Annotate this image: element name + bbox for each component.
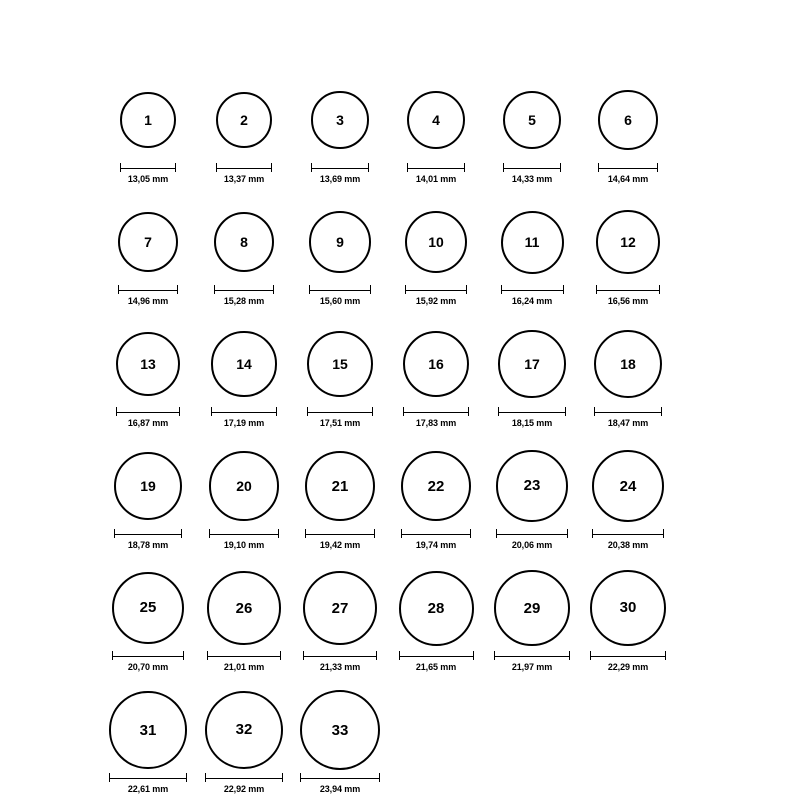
ring-size-grid: [100, 80, 700, 812]
diameter-label: 15,92 mm: [415, 296, 457, 306]
ring-circle: [592, 450, 664, 522]
ring-size-cell: [196, 324, 292, 428]
ring-circle: [598, 90, 658, 150]
diameter-rule-bar: [494, 651, 570, 660]
diameter-rule-bar: [305, 529, 375, 538]
ring-circle-wrap: [120, 80, 176, 160]
diameter-rule-bar: [207, 651, 281, 660]
diameter-label: 20,70 mm: [127, 662, 169, 672]
ring-size-cell: [100, 80, 196, 184]
diameter-rule-bar: [205, 773, 283, 782]
diameter-rule: [109, 773, 186, 782]
diameter-label: 21,33 mm: [319, 662, 361, 672]
ring-circle-wrap: [403, 324, 470, 404]
size-row: [100, 446, 700, 550]
ring-size-number: 27: [331, 599, 349, 617]
diameter-rule-bar: [592, 529, 664, 538]
ring-size-cell: [100, 446, 196, 550]
diameter-rule-bar: [403, 407, 470, 416]
diameter-rule-bar: [596, 285, 660, 294]
diameter-rule-bar: [501, 285, 564, 294]
diameter-rule-bar: [496, 529, 567, 538]
ring-circle-wrap: [592, 446, 664, 526]
ring-size-cell: [484, 324, 580, 428]
ring-size-number: 6: [624, 112, 632, 128]
ring-circle: [303, 571, 377, 645]
ring-circle: [109, 691, 186, 768]
diameter-label: 13,37 mm: [223, 174, 265, 184]
ring-circle: [311, 91, 368, 148]
diameter-label: 15,60 mm: [319, 296, 361, 306]
diameter-rule-bar: [216, 163, 273, 172]
ring-size-number: 12: [620, 234, 636, 250]
ring-size-number: 33: [331, 721, 349, 739]
diameter-label: 13,69 mm: [319, 174, 361, 184]
diameter-rule: [592, 529, 664, 538]
diameter-rule: [399, 651, 474, 660]
ring-size-cell: [388, 446, 484, 550]
diameter-rule: [211, 407, 276, 416]
diameter-label: 17,83 mm: [415, 418, 457, 428]
ring-circle: [214, 212, 275, 273]
ring-size-number: 16: [428, 356, 444, 372]
diameter-label: 17,51 mm: [319, 418, 361, 428]
ring-circle: [403, 331, 470, 398]
diameter-label: 14,64 mm: [607, 174, 649, 184]
diameter-label: 13,05 mm: [127, 174, 169, 184]
ring-size-number: 3: [336, 111, 344, 128]
ring-circle-wrap: [307, 324, 373, 404]
diameter-rule: [598, 163, 658, 172]
diameter-rule-bar: [211, 407, 276, 416]
size-row: [100, 690, 700, 794]
diameter-label: 15,28 mm: [223, 296, 265, 306]
ring-circle-wrap: [214, 202, 275, 282]
ring-size-cell: [292, 690, 388, 794]
diameter-rule-bar: [118, 285, 178, 294]
size-row: [100, 324, 700, 428]
diameter-rule: [594, 407, 662, 416]
ring-circle-wrap: [309, 202, 371, 282]
ring-circle: [494, 570, 570, 646]
ring-circle: [211, 331, 276, 396]
diameter-rule: [494, 651, 570, 660]
ring-size-cell: [484, 446, 580, 550]
diameter-label: 14,33 mm: [511, 174, 553, 184]
ring-size-number: 11: [524, 234, 540, 250]
ring-circle-wrap: [300, 690, 380, 770]
ring-size-cell: [484, 568, 580, 672]
ring-size-number: 28: [427, 599, 445, 617]
ring-size-cell: [388, 324, 484, 428]
ring-size-number: 25: [139, 599, 157, 617]
diameter-label: 16,24 mm: [511, 296, 553, 306]
ring-circle: [596, 210, 660, 274]
ring-circle-wrap: [590, 568, 666, 648]
ring-size-number: 17: [524, 356, 540, 372]
ring-size-number: 21: [331, 477, 349, 495]
ring-size-number: 15: [332, 355, 348, 372]
ring-size-number: 22: [427, 477, 445, 495]
ring-size-number: 32: [235, 721, 253, 739]
diameter-label: 16,87 mm: [127, 418, 169, 428]
ring-circle-wrap: [498, 324, 565, 404]
ring-circle: [501, 211, 564, 274]
ring-size-number: 4: [432, 112, 440, 128]
diameter-rule: [405, 285, 467, 294]
ring-circle-wrap: [596, 202, 660, 282]
diameter-rule-bar: [209, 529, 278, 538]
ring-circle: [407, 91, 465, 149]
ring-size-number: 23: [523, 477, 541, 495]
ring-circle-wrap: [305, 446, 375, 526]
diameter-rule: [596, 285, 660, 294]
diameter-rule: [305, 529, 375, 538]
diameter-label: 21,01 mm: [223, 662, 265, 672]
ring-size-cell: [292, 568, 388, 672]
ring-circle: [209, 451, 278, 520]
ring-size-cell: [484, 80, 580, 184]
diameter-rule-bar: [309, 285, 371, 294]
ring-circle-wrap: [399, 568, 474, 648]
ring-size-cell: [100, 568, 196, 672]
ring-circle-wrap: [116, 324, 180, 404]
ring-size-number: 9: [336, 234, 344, 250]
ring-circle: [405, 211, 467, 273]
ring-circle-wrap: [211, 324, 276, 404]
ring-size-cell: [196, 202, 292, 306]
ring-circle-wrap: [112, 568, 185, 648]
ring-size-cell: [580, 568, 676, 672]
ring-size-cell: [292, 324, 388, 428]
ring-size-number: 7: [144, 234, 152, 250]
diameter-rule-bar: [405, 285, 467, 294]
ring-circle-wrap: [303, 568, 377, 648]
diameter-rule: [112, 651, 185, 660]
diameter-rule-bar: [214, 285, 275, 294]
ring-size-cell: [388, 80, 484, 184]
ring-size-number: 26: [235, 599, 253, 617]
size-row: [100, 202, 700, 306]
ring-size-cell: [388, 568, 484, 672]
diameter-label: 23,94 mm: [319, 784, 361, 794]
ring-circle: [498, 330, 565, 397]
ring-size-cell: [580, 80, 676, 184]
ring-circle-wrap: [114, 446, 183, 526]
ring-size-cell: [196, 568, 292, 672]
diameter-rule-bar: [307, 407, 373, 416]
diameter-rule-bar: [303, 651, 377, 660]
diameter-rule: [207, 651, 281, 660]
ring-circle: [401, 451, 472, 522]
ring-circle-wrap: [216, 80, 273, 160]
diameter-rule: [216, 163, 273, 172]
ring-circle: [205, 691, 283, 769]
ring-size-number: 13: [140, 355, 156, 372]
ring-circle: [216, 92, 273, 149]
diameter-label: 19,42 mm: [319, 540, 361, 550]
ring-circle: [112, 572, 185, 645]
diameter-rule: [501, 285, 564, 294]
ring-circle: [496, 450, 567, 521]
diameter-label: 22,61 mm: [127, 784, 169, 794]
ring-size-number: 20: [236, 477, 252, 494]
diameter-rule: [307, 407, 373, 416]
ring-size-number: 24: [619, 477, 637, 495]
ring-circle-wrap: [503, 80, 562, 160]
diameter-label: 18,15 mm: [511, 418, 553, 428]
ring-circle: [118, 212, 178, 272]
ring-circle-wrap: [496, 446, 567, 526]
ring-circle-wrap: [598, 80, 658, 160]
ring-circle-wrap: [209, 446, 278, 526]
ring-size-number: 1: [144, 112, 152, 128]
diameter-rule: [114, 529, 183, 538]
diameter-rule: [118, 285, 178, 294]
ring-size-cell: [100, 690, 196, 794]
diameter-rule: [209, 529, 278, 538]
diameter-label: 19,74 mm: [415, 540, 457, 550]
diameter-label: 17,19 mm: [223, 418, 265, 428]
ring-circle: [116, 332, 180, 396]
diameter-rule-bar: [114, 529, 183, 538]
diameter-label: 18,78 mm: [127, 540, 169, 550]
diameter-label: 21,65 mm: [415, 662, 457, 672]
ring-circle: [207, 571, 281, 645]
ring-size-cell: [100, 324, 196, 428]
diameter-label: 19,10 mm: [223, 540, 265, 550]
ring-circle: [114, 452, 183, 521]
ring-circle: [594, 330, 662, 398]
diameter-rule: [214, 285, 275, 294]
ring-size-cell: [100, 202, 196, 306]
ring-size-cell: [196, 80, 292, 184]
ring-size-number: 8: [240, 233, 248, 250]
diameter-rule-bar: [590, 651, 666, 660]
diameter-rule: [503, 163, 562, 172]
ring-size-number: 10: [428, 233, 444, 250]
ring-circle-wrap: [401, 446, 472, 526]
diameter-rule-bar: [112, 651, 185, 660]
diameter-label: 16,56 mm: [607, 296, 649, 306]
ring-circle-wrap: [205, 690, 283, 770]
ring-size-number: 19: [140, 478, 156, 494]
diameter-rule: [205, 773, 283, 782]
diameter-rule-bar: [109, 773, 186, 782]
diameter-label: 18,47 mm: [607, 418, 649, 428]
diameter-rule: [407, 163, 465, 172]
diameter-rule-bar: [407, 163, 465, 172]
ring-size-cell: [292, 202, 388, 306]
ring-size-number: 18: [620, 355, 636, 372]
ring-circle: [590, 570, 666, 646]
ring-size-number: 30: [619, 599, 637, 617]
ring-size-cell: [580, 324, 676, 428]
diameter-rule-bar: [503, 163, 562, 172]
ring-circle-wrap: [109, 690, 186, 770]
diameter-rule: [116, 407, 180, 416]
ring-size-cell: [292, 80, 388, 184]
diameter-label: 20,38 mm: [607, 540, 649, 550]
ring-circle-wrap: [311, 80, 368, 160]
diameter-rule-bar: [401, 529, 472, 538]
size-row: [100, 568, 700, 672]
diameter-rule: [498, 407, 565, 416]
ring-size-cell: [484, 202, 580, 306]
ring-circle: [305, 451, 375, 521]
diameter-label: 21,97 mm: [511, 662, 553, 672]
ring-circle-wrap: [118, 202, 178, 282]
diameter-rule: [120, 163, 176, 172]
diameter-rule: [401, 529, 472, 538]
ring-circle: [120, 92, 176, 148]
ring-size-number: 14: [236, 356, 252, 372]
ring-circle: [399, 571, 474, 646]
ring-circle-wrap: [594, 324, 662, 404]
diameter-rule-bar: [311, 163, 368, 172]
diameter-rule-bar: [120, 163, 176, 172]
ring-size-number: 31: [139, 721, 157, 739]
diameter-label: 20,06 mm: [511, 540, 553, 550]
diameter-rule: [590, 651, 666, 660]
ring-size-number: 5: [528, 111, 536, 128]
ring-size-cell: [580, 446, 676, 550]
ring-circle: [503, 91, 562, 150]
ring-circle-wrap: [501, 202, 564, 282]
ring-circle-wrap: [407, 80, 465, 160]
diameter-label: 14,01 mm: [415, 174, 457, 184]
diameter-rule-bar: [300, 773, 380, 782]
ring-circle-wrap: [207, 568, 281, 648]
ring-size-cell: [196, 690, 292, 794]
diameter-rule: [496, 529, 567, 538]
diameter-rule: [303, 651, 377, 660]
diameter-label: 14,96 mm: [127, 296, 169, 306]
diameter-rule-bar: [594, 407, 662, 416]
size-row: [100, 80, 700, 184]
ring-circle: [300, 690, 380, 770]
ring-size-cell: [196, 446, 292, 550]
diameter-rule: [311, 163, 368, 172]
diameter-rule-bar: [399, 651, 474, 660]
ring-circle: [307, 331, 373, 397]
diameter-rule: [403, 407, 470, 416]
diameter-rule-bar: [598, 163, 658, 172]
ring-circle-wrap: [494, 568, 570, 648]
ring-circle-wrap: [405, 202, 467, 282]
diameter-rule: [300, 773, 380, 782]
diameter-label: 22,92 mm: [223, 784, 265, 794]
diameter-rule-bar: [498, 407, 565, 416]
ring-circle: [309, 211, 371, 273]
diameter-label: 22,29 mm: [607, 662, 649, 672]
diameter-rule: [309, 285, 371, 294]
diameter-rule-bar: [116, 407, 180, 416]
ring-size-cell: [580, 202, 676, 306]
ring-size-number: 2: [240, 112, 248, 128]
ring-size-cell: [292, 446, 388, 550]
ring-size-number: 29: [523, 599, 541, 617]
ring-size-cell: [388, 202, 484, 306]
